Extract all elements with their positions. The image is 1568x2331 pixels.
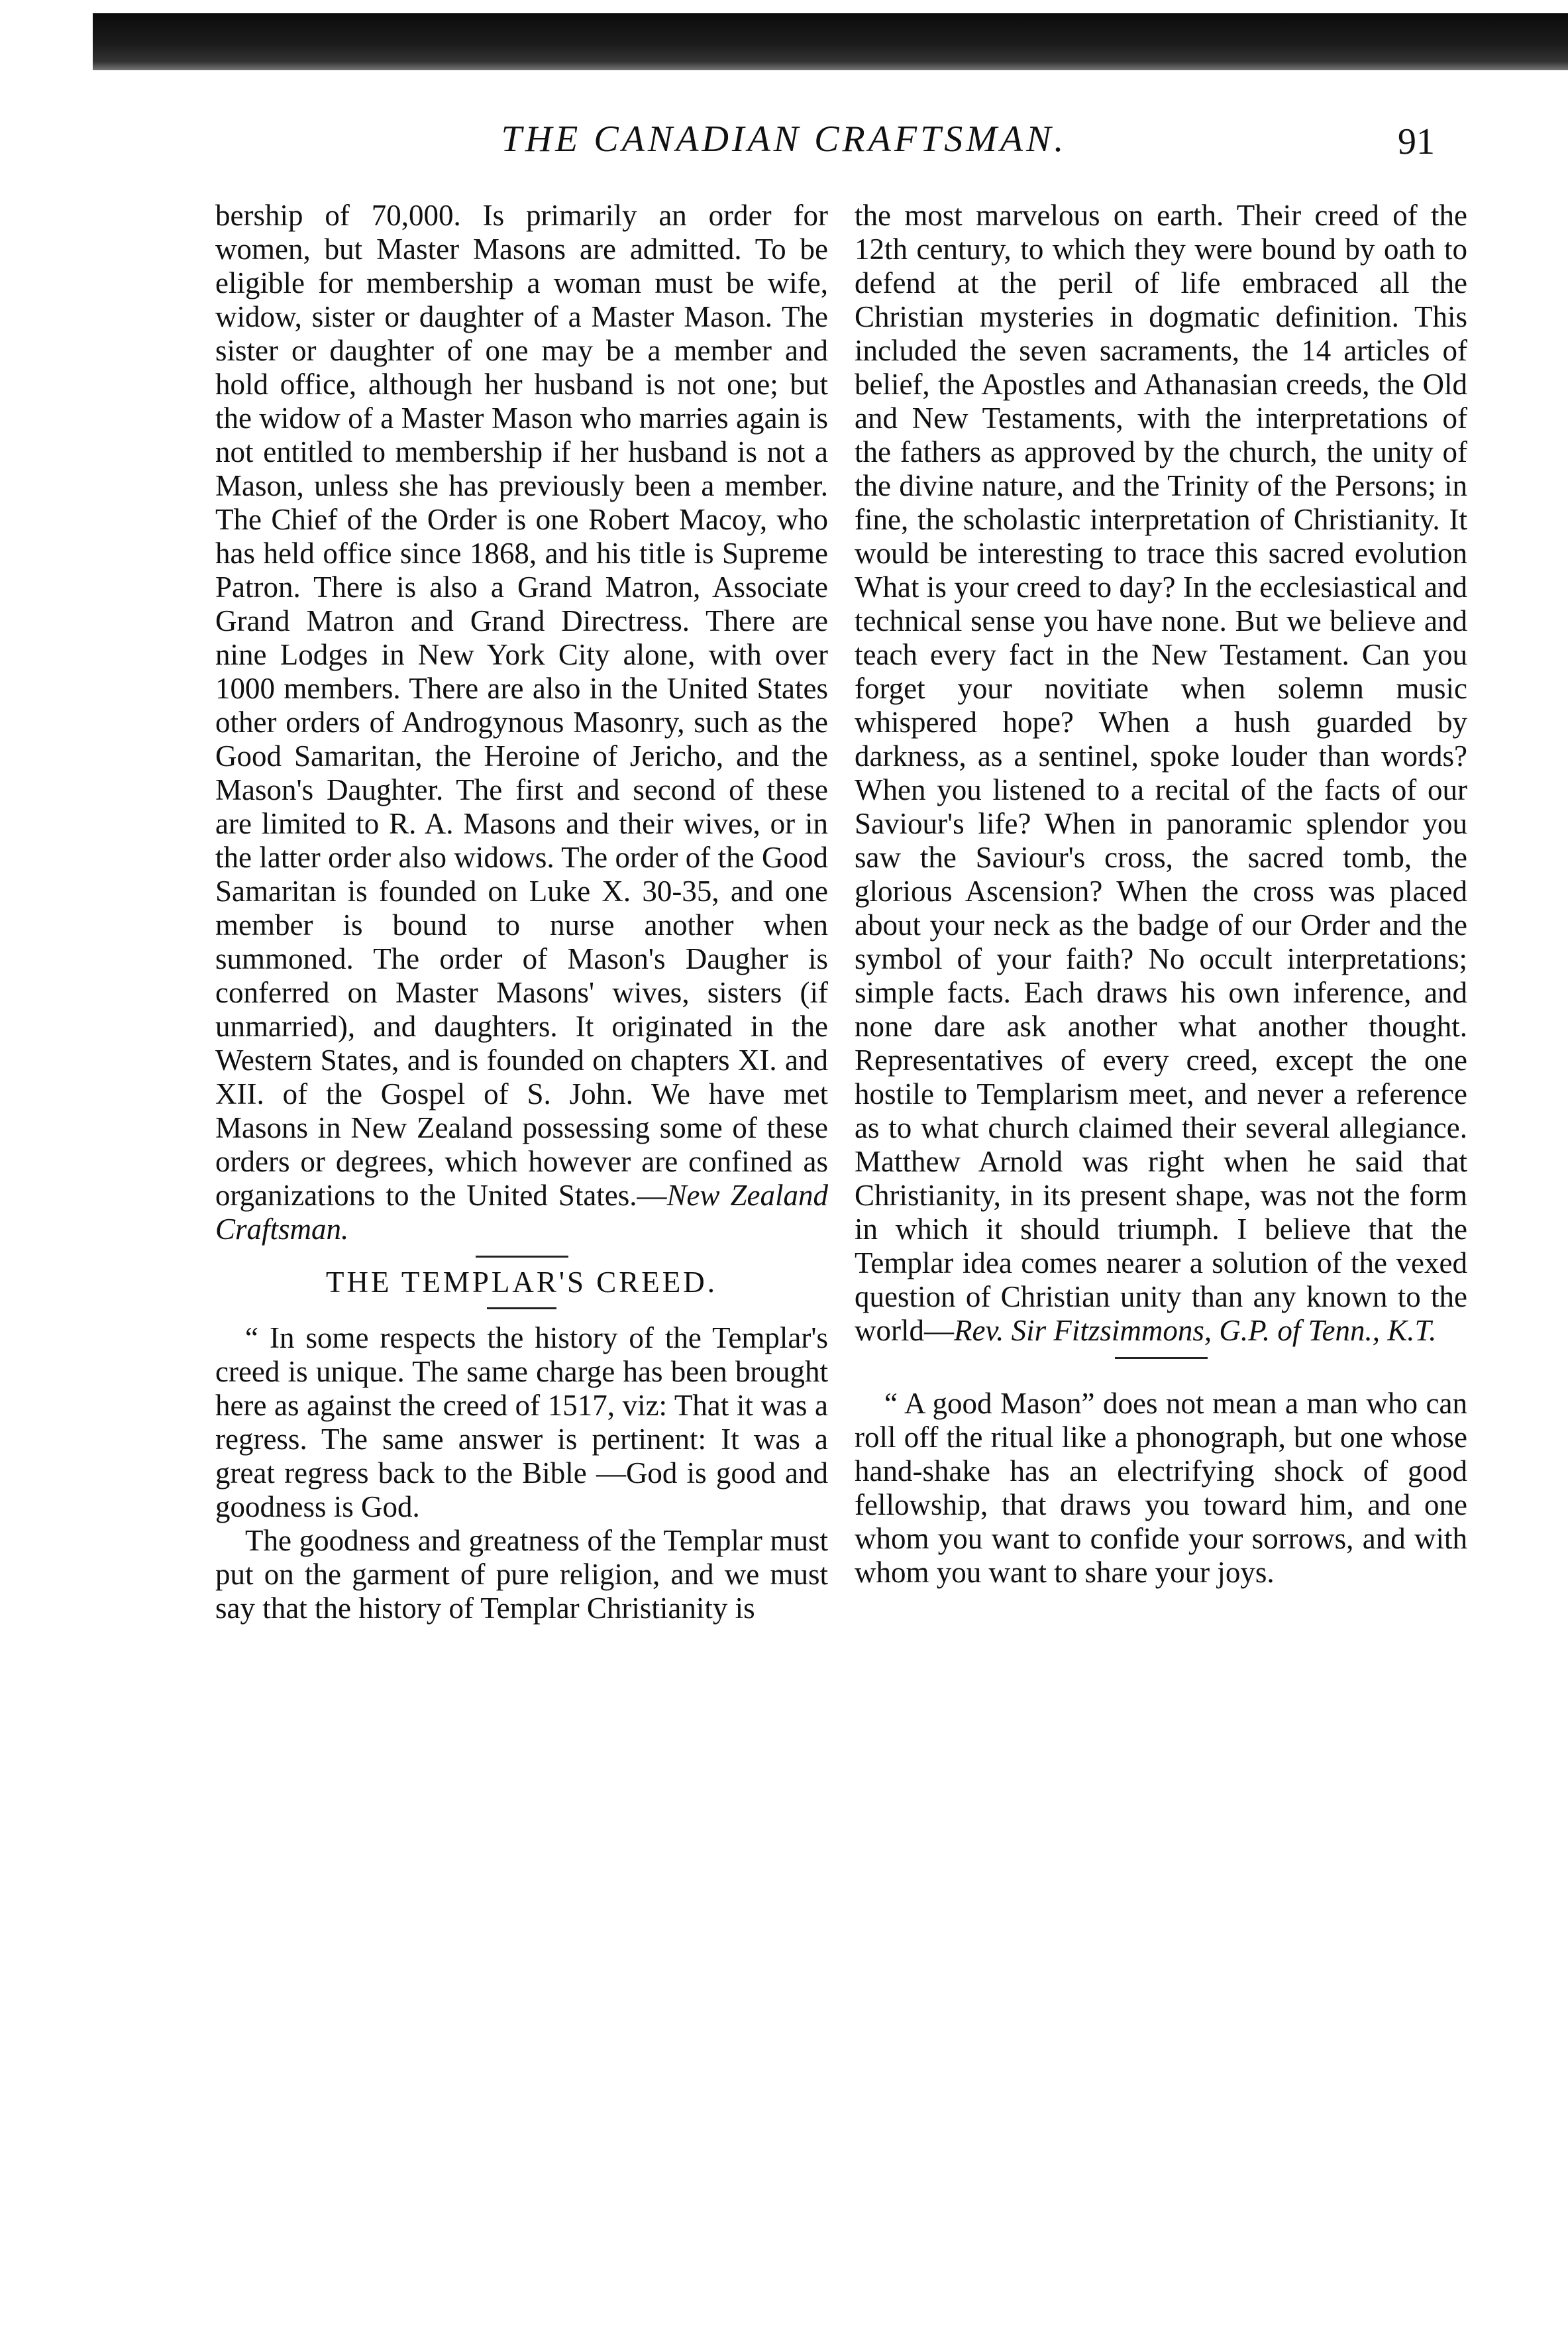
- paragraph-good-mason: “ A good Mason” does not mean a man who can roll off the ritual like a phonograph, but one whose hand-shake has an electrifying shock of good fellowship, that draws you toward him, and one whom you want to confide your sorrows, and with whom you want to share your joys.: [855, 1387, 1467, 1589]
- paragraph-templar-history: the most marvelous on earth. Their creed of the 12th century, to which they were bound by oath to defend at the peril of life embraced all the Christian mysteries in dogmatic definition. This included the seven sacraments, the 14 articles of belief, the Apostles and Athanasian creeds, the Old and New Testaments, with the interpretations of the fathers as approved by the church, the unity of the divine nature, and the Trinity of the Persons; in fine, the scholastic interpretation of Christianity. It would be interesting to trace this sacred evolution What is your creed to day? In the ecclesiastical and technical sense you have none. But we believe and teach every fact in the New Testament. Can you forget your novitiate when solemn music whispered hope? When a hush guarded by darkness, as a sentinel, spoke louder than words? When you listened to a recital of the facts of our Saviour's life? When in panoramic splendor you saw the Saviour's cross, the sacred tomb, the glorious Ascension? When the cross was placed about your neck as the badge of our Order and the symbol of your faith? No occult interpretations; simple facts. Each draws his own inference, and none dare ask another what another thought. Representatives of every creed, except the one hostile to Templarism meet, and never a reference as to what church claimed their several allegiance. Matthew Arnold was right when he said that Christianity, in its present shape, was not the form in which it should triumph. I believe that the Templar idea comes nearer a solution of the vexed question of Christian unity than any known to the world—Rev. Sir Fitzsimmons, G.P. of Tenn., K.T.: [855, 199, 1467, 1347]
- section-divider-right: [1115, 1357, 1208, 1359]
- paragraph-templar-creed: “ In some respects the history of the Templar's creed is unique. The same charge has been brought here as against the creed of 1517, viz: That it was a regress. The same answer is pertinent: It was a great regress back to the Bible —God is good and goodness is God.: [215, 1321, 828, 1523]
- section-heading: THE TEMPLAR'S CREED.: [325, 1266, 718, 1299]
- running-title: THE CANADIAN CRAFTSMAN.: [501, 119, 1067, 160]
- source-citation: New Zealand Craftsman.: [215, 1179, 828, 1246]
- heading-rule: [487, 1307, 556, 1309]
- paragraph-masonic-orders: bership of 70,000. Is primarily an order for women, but Master Masons are admitted. To be eligible for membership a woman must be wife, widow, sister or daughter of a Master Mason. The sister or daughter of one may be a member and hold office, although her husband is not one; but the widow of a Master Mason who marries again is not entitled to membership if her husband is not a Mason, unless she has previously been a member. The Chief of the Order is one Robert Macoy, who has held office since 1868, and his title is Supreme Patron. There is also a Grand Matron, Associate Grand Matron and Grand Directress. There are nine Lodges in New York City alone, with over 1000 members. There are also in the United States other orders of Androgynous Masonry, such as the Good Samaritan, the Heroine of Jericho, and the Mason's Daughter. The first and second of these are limited to R. A. Masons and their wives, or in the latter order also widows. The order of the Good Samaritan is founded on Luke X. 30-35, and one member is bound to nurse another when summoned. The order of Mason's Daugher is conferred on Master Masons' wives, sisters (if unmarried), and daughters. It originated in the Western States, and is founded on chapters XI. and XII. of the Gospel of S. John. We have met Masons in New Zealand possessing some of these orders or degrees, which however are confined as organizations to the United States.—New Zealand Craftsman.: [215, 199, 828, 1246]
- paragraph-templar-goodness: The goodness and greatness of the Templar must put on the garment of pure religion, and we must say that the history of Templar Christianity is: [215, 1524, 828, 1625]
- left-column: [215, 199, 828, 1625]
- running-head: [0, 118, 1568, 171]
- right-column: [855, 199, 1467, 1590]
- attribution: Rev. Sir Fitzsimmons, G.P. of Tenn., K.T.: [954, 1314, 1437, 1347]
- scan-border: [93, 13, 1568, 70]
- section-divider: [476, 1256, 568, 1258]
- page-number: 91: [1398, 121, 1435, 162]
